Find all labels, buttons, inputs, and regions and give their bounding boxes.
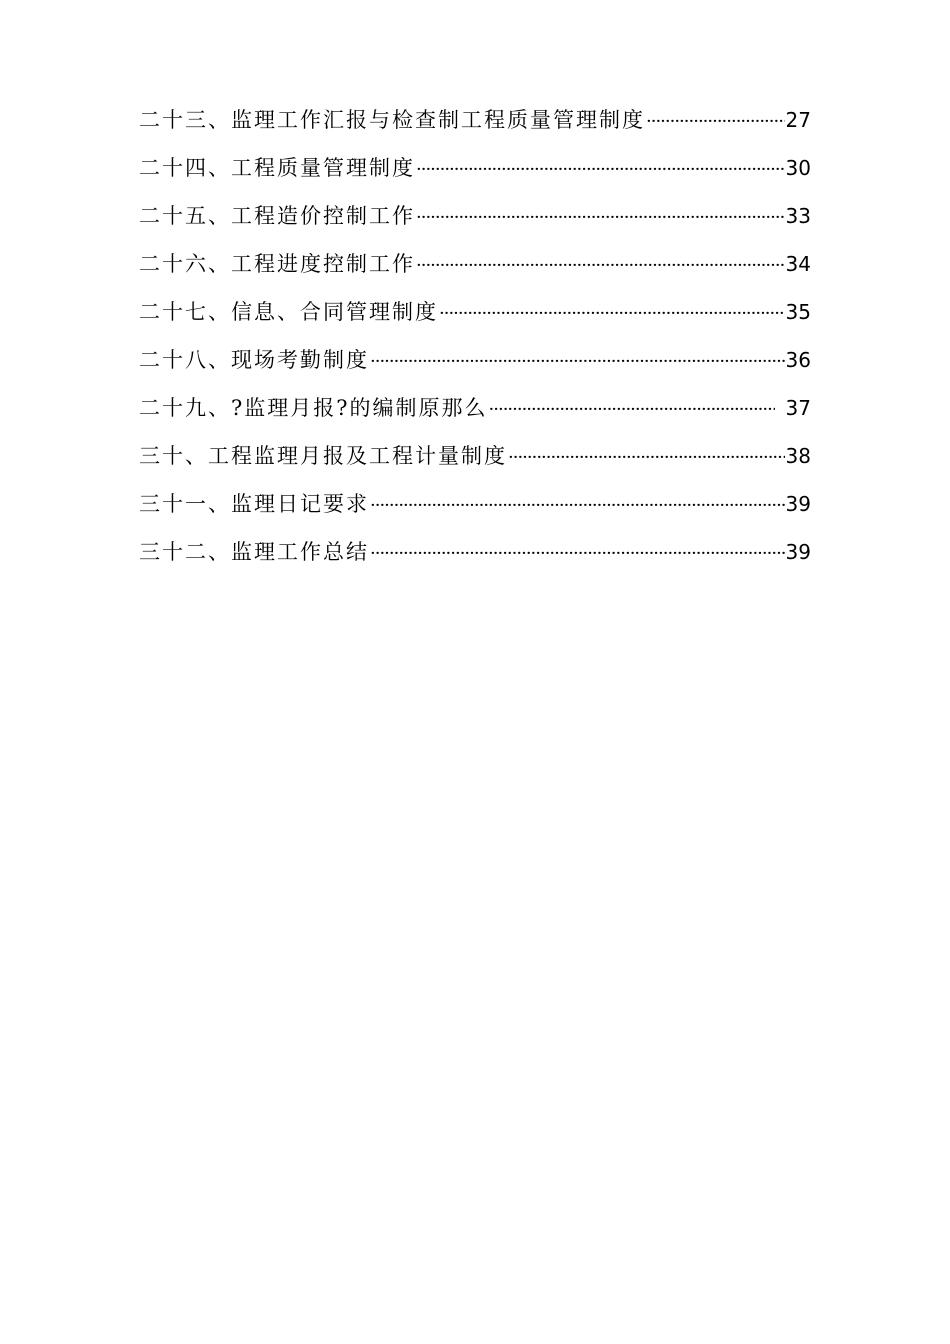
toc-entry-title: 二十六、工程进度控制工作 [139, 252, 415, 276]
toc-entry-title: 二十七、信息、合同管理制度 [139, 300, 438, 324]
toc-entry-page: 39 [785, 540, 811, 564]
toc-dot-leader [416, 148, 785, 192]
toc-entry-page: 36 [785, 348, 811, 372]
toc-entry-title: 二十八、现场考勤制度 [139, 348, 369, 372]
toc-entry[interactable] [139, 242, 811, 290]
toc-entry-page: 39 [785, 492, 811, 516]
toc-entry-page: 38 [785, 444, 811, 468]
toc-dot-leader [370, 340, 785, 384]
toc-entry-title: 二十四、工程质量管理制度 [139, 156, 415, 180]
toc-entry[interactable] [139, 194, 811, 242]
toc-entry[interactable] [139, 530, 811, 578]
toc-entry[interactable] [139, 434, 811, 482]
toc-entry[interactable] [139, 290, 811, 338]
toc-dot-leader [646, 100, 785, 144]
toc-entry[interactable] [139, 146, 811, 194]
toc-entry-title: 二十九、?监理月报?的编制原那么 [139, 396, 488, 420]
toc-dot-leader [416, 244, 785, 288]
toc-dot-leader [508, 436, 785, 480]
table-of-contents [139, 98, 811, 578]
toc-entry-page: 35 [785, 300, 811, 324]
toc-entry-page: 37 [785, 396, 811, 420]
toc-dot-leader [416, 196, 785, 240]
toc-entry[interactable] [139, 98, 811, 146]
toc-entry-page: 27 [785, 108, 811, 132]
toc-entry-title: 三十、工程监理月报及工程计量制度 [139, 444, 507, 468]
toc-entry[interactable] [139, 482, 811, 530]
toc-entry-page: 34 [785, 252, 811, 276]
toc-entry[interactable] [139, 386, 811, 434]
toc-entry-page: 30 [785, 156, 811, 180]
toc-entry-title: 三十二、监理工作总结 [139, 540, 369, 564]
toc-entry-title: 二十三、监理工作汇报与检查制工程质量管理制度 [139, 108, 645, 132]
toc-entry-title: 三十一、监理日记要求 [139, 492, 369, 516]
toc-dot-leader [489, 388, 775, 432]
toc-dot-leader [439, 292, 785, 336]
toc-entry[interactable] [139, 338, 811, 386]
toc-entry-page: 33 [785, 204, 811, 228]
toc-dot-leader [370, 532, 785, 576]
toc-dot-leader [370, 484, 785, 528]
toc-entry-title: 二十五、工程造价控制工作 [139, 204, 415, 228]
